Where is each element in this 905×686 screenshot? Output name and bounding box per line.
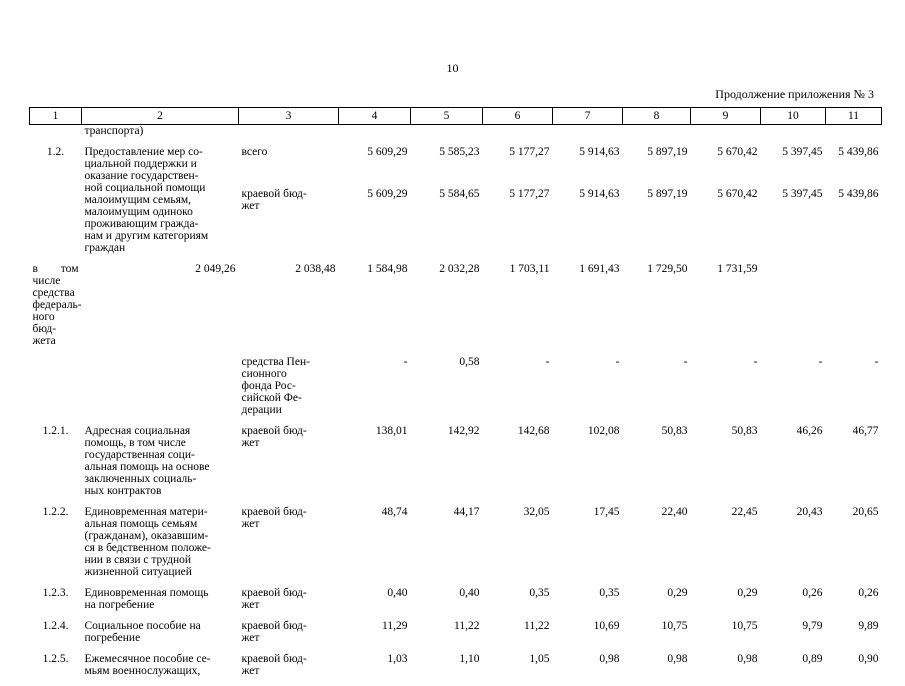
row-number: 1.2.3. bbox=[42, 587, 69, 599]
value-cell bbox=[553, 125, 623, 138]
value-cell: 138,01 bbox=[375, 425, 408, 437]
table-row bbox=[30, 425, 882, 497]
cell-line: краевой бюд- bbox=[241, 587, 307, 599]
cell-line: ных контрактов bbox=[84, 485, 162, 497]
value-cell: 5 397,45 bbox=[782, 188, 823, 200]
value-cell: 1,05 bbox=[529, 653, 550, 665]
value-cell: 0,58 bbox=[459, 356, 480, 368]
cell-line: краевой бюд- bbox=[241, 506, 307, 518]
value-cell: 10,75 bbox=[731, 620, 758, 632]
spacer-cell bbox=[30, 578, 882, 587]
row-source bbox=[239, 125, 339, 138]
cell-line: Адресная социальная bbox=[84, 425, 191, 437]
table-row bbox=[30, 587, 882, 611]
header-cell: 5 bbox=[411, 108, 483, 125]
cell-line: заключенных социаль- bbox=[84, 473, 197, 485]
spacer-cell bbox=[30, 254, 882, 263]
value-cell: 0,26 bbox=[802, 587, 823, 599]
value-cell: - bbox=[818, 356, 823, 368]
row-spacer bbox=[30, 578, 882, 587]
cell-line: альная помощь семьям bbox=[84, 518, 198, 530]
value-cell: - bbox=[615, 356, 620, 368]
value-cell: - bbox=[545, 356, 550, 368]
value-cell bbox=[761, 125, 826, 138]
value-cell: - bbox=[753, 356, 758, 368]
value-cell: 11,29 bbox=[382, 620, 408, 632]
value-cell: 22,40 bbox=[661, 506, 688, 518]
spacer-cell bbox=[30, 644, 882, 653]
row-spacer bbox=[30, 611, 882, 620]
value-cell: 5 439,86 bbox=[838, 188, 879, 200]
value-cell: 32,05 bbox=[523, 506, 550, 518]
value-cell bbox=[411, 125, 483, 138]
value-cell: 5 584,65 bbox=[439, 188, 480, 200]
value-cell: 5 609,29 bbox=[367, 146, 408, 158]
row-source bbox=[30, 263, 82, 347]
cell-line: погребение bbox=[84, 632, 141, 644]
value-cell: 142,92 bbox=[447, 425, 480, 437]
value-cell bbox=[826, 125, 882, 138]
spacer-cell bbox=[30, 137, 882, 146]
cell-line: всего bbox=[241, 146, 268, 158]
cell-line: Социальное пособие на bbox=[84, 620, 201, 632]
row-spacer bbox=[30, 497, 882, 506]
value-cell: 0,35 bbox=[599, 587, 620, 599]
cell-line: (гражданам), оказавшим- bbox=[84, 530, 209, 542]
value-cell: 5 177,27 bbox=[509, 188, 550, 200]
value-cell: 46,26 bbox=[796, 425, 823, 437]
header-cell: 2 bbox=[82, 108, 239, 125]
cell-line: краевой бюд- bbox=[241, 620, 307, 632]
value-cell: 1 691,43 bbox=[579, 263, 620, 275]
data-table bbox=[29, 107, 882, 686]
value-cell: 11,22 bbox=[454, 620, 480, 632]
continuation-label: Продолжение приложения № 3 bbox=[715, 87, 874, 101]
page-number: 10 bbox=[446, 61, 459, 75]
value-cell: 50,83 bbox=[661, 425, 688, 437]
header-cell: 11 bbox=[826, 108, 882, 125]
cell-line: ной социальной помощи bbox=[84, 182, 206, 194]
spacer-cell bbox=[30, 677, 882, 686]
value-cell: 2 032,28 bbox=[439, 263, 480, 275]
value-cell: 9,89 bbox=[858, 620, 879, 632]
row-title bbox=[82, 125, 239, 138]
value-cell: 50,83 bbox=[731, 425, 758, 437]
row-spacer bbox=[30, 137, 882, 146]
cell-line: жет bbox=[241, 599, 260, 611]
value-cell: 5 897,19 bbox=[647, 188, 688, 200]
cell-line: краевой бюд- bbox=[241, 653, 307, 665]
value-cell: 5 914,63 bbox=[579, 188, 620, 200]
row-spacer bbox=[30, 677, 882, 686]
header-cell: 10 bbox=[761, 108, 826, 125]
value-cell: 102,08 bbox=[587, 425, 620, 437]
value-cell bbox=[691, 125, 761, 138]
table-row bbox=[30, 653, 882, 677]
cell-line: Единовременная матери- bbox=[84, 506, 208, 518]
cell-line: жет bbox=[241, 518, 260, 530]
value-cell: 0,35 bbox=[529, 587, 550, 599]
value-cell: 1 729,50 bbox=[647, 263, 688, 275]
spacer-cell bbox=[30, 611, 882, 620]
table-row bbox=[30, 620, 882, 644]
header-cell: 9 bbox=[691, 108, 761, 125]
cell-line: краевой бюд- bbox=[241, 188, 307, 200]
cell-line: государственная соци- bbox=[84, 449, 195, 461]
cell-line: средства bbox=[32, 287, 75, 299]
value-cell: 1,10 bbox=[459, 653, 480, 665]
value-cell: 5 397,45 bbox=[782, 146, 823, 158]
cell-line: дерации bbox=[241, 404, 282, 416]
value-cell: 0,89 bbox=[802, 653, 823, 665]
value-cell: 10,75 bbox=[661, 620, 688, 632]
table-row bbox=[30, 263, 882, 347]
value-cell: 0,40 bbox=[459, 587, 480, 599]
cell-line: оказание государствен- bbox=[84, 170, 199, 182]
value-cell: 9,79 bbox=[802, 620, 823, 632]
cell-line: на погребение bbox=[84, 599, 155, 611]
cell-line: циальной поддержки и bbox=[84, 158, 197, 170]
value-cell: - bbox=[403, 356, 408, 368]
value-cell: 5 609,29 bbox=[367, 188, 408, 200]
value-cell: 5 914,63 bbox=[579, 146, 620, 158]
cell-line: мьям военнослужащих, bbox=[84, 665, 201, 677]
cell-line: сионного bbox=[241, 368, 287, 380]
cell-line: транспорта) bbox=[84, 125, 144, 137]
value-cell: 48,74 bbox=[381, 506, 408, 518]
value-cell: 142,68 bbox=[517, 425, 550, 437]
cell-line: альная помощь на основе bbox=[84, 461, 210, 473]
value-cell: 1 703,11 bbox=[509, 263, 550, 275]
value-cell: 0,98 bbox=[667, 653, 688, 665]
cell-line: малоимущим семьям, bbox=[84, 194, 192, 206]
row-source bbox=[239, 146, 339, 179]
header-cell: 1 bbox=[30, 108, 82, 125]
cell-line: нии в связи с трудной bbox=[84, 554, 192, 566]
cell-line: Предоставление мер со- bbox=[84, 146, 203, 158]
value-cell: 1,03 bbox=[387, 653, 408, 665]
row-title bbox=[82, 356, 239, 416]
value-cell bbox=[483, 125, 553, 138]
header-cell: 8 bbox=[623, 108, 691, 125]
table-row bbox=[30, 125, 882, 138]
cell-line: федераль- bbox=[32, 299, 82, 311]
value-cell: 20,43 bbox=[796, 506, 823, 518]
value-cell: - bbox=[874, 356, 879, 368]
header-cell: 7 bbox=[553, 108, 623, 125]
header-cell: 4 bbox=[339, 108, 411, 125]
value-cell: 0,98 bbox=[737, 653, 758, 665]
value-cell: 5 670,42 bbox=[717, 146, 758, 158]
value-cell: 5 670,42 bbox=[717, 188, 758, 200]
cell-line: ного бюд- bbox=[32, 311, 57, 335]
row-spacer bbox=[30, 644, 882, 653]
row-title bbox=[82, 425, 239, 497]
value-cell: 44,17 bbox=[453, 506, 480, 518]
row-number: 1.2.5. bbox=[42, 653, 69, 665]
header-cell: 6 bbox=[483, 108, 553, 125]
value-cell: - bbox=[683, 356, 688, 368]
value-cell: 0,29 bbox=[667, 587, 688, 599]
row-source bbox=[239, 425, 339, 497]
value-cell: 11,22 bbox=[524, 620, 550, 632]
row-spacer bbox=[30, 254, 882, 263]
cell-line: краевой бюд- bbox=[241, 425, 307, 437]
row-source bbox=[239, 587, 339, 611]
spacer-cell bbox=[30, 497, 882, 506]
cell-line: сийской Фе- bbox=[241, 392, 302, 404]
row-spacer bbox=[30, 416, 882, 425]
row-title bbox=[82, 620, 239, 644]
table-row bbox=[30, 356, 882, 416]
row-source bbox=[239, 188, 339, 254]
cell-line: нам и другим категориям bbox=[84, 230, 209, 242]
value-cell: 10,69 bbox=[593, 620, 620, 632]
cell-line: Ежемесячное пособие се- bbox=[84, 653, 211, 665]
value-cell: 46,77 bbox=[852, 425, 879, 437]
row-number: 1.2.1. bbox=[42, 425, 69, 437]
spacer-cell bbox=[30, 416, 882, 425]
value-cell: 0,40 bbox=[387, 587, 408, 599]
cell-line: средства Пен- bbox=[241, 356, 310, 368]
value-cell: 5 439,86 bbox=[838, 146, 879, 158]
value-cell: 0,26 bbox=[858, 587, 879, 599]
table-row bbox=[30, 506, 882, 578]
row-title bbox=[82, 506, 239, 578]
row-number: 1.2.2. bbox=[42, 506, 69, 518]
spacer-cell bbox=[30, 347, 882, 356]
value-cell: 17,45 bbox=[593, 506, 620, 518]
value-cell: 20,65 bbox=[852, 506, 879, 518]
value-cell: 0,98 bbox=[599, 653, 620, 665]
cell-line: жета bbox=[32, 335, 56, 347]
value-cell: 22,45 bbox=[731, 506, 758, 518]
row-source bbox=[239, 506, 339, 578]
cell-line: жет bbox=[241, 665, 260, 677]
row-number: 1.2.4. bbox=[42, 620, 69, 632]
cell-line: фонда Рос- bbox=[241, 380, 296, 392]
cell-line: в том числе bbox=[32, 263, 79, 287]
cell-line: жизненной ситуацией bbox=[84, 566, 192, 578]
row-source bbox=[239, 653, 339, 677]
value-cell bbox=[339, 125, 411, 138]
row-title bbox=[82, 146, 239, 254]
value-cell: 1 584,98 bbox=[367, 263, 408, 275]
value-cell: 0,29 bbox=[737, 587, 758, 599]
cell-line: жет bbox=[241, 437, 260, 449]
cell-line: помощь, в том числе bbox=[84, 437, 186, 449]
value-cell: 2 049,26 bbox=[195, 263, 236, 275]
row-number: 1.2. bbox=[46, 146, 65, 158]
value-cell: 0,90 bbox=[858, 653, 879, 665]
cell-line: жет bbox=[241, 632, 260, 644]
table-header-row bbox=[30, 108, 882, 125]
value-cell: 5 585,23 bbox=[439, 146, 480, 158]
spacer-cell bbox=[239, 179, 882, 188]
cell-line: Единовременная помощь bbox=[84, 587, 209, 599]
value-cell: 2 038,48 bbox=[295, 263, 336, 275]
row-number bbox=[30, 125, 82, 138]
row-spacer bbox=[30, 347, 882, 356]
row-title bbox=[82, 653, 239, 677]
value-cell: 5 897,19 bbox=[647, 146, 688, 158]
table-row bbox=[30, 146, 882, 179]
value-cell: 1 731,59 bbox=[717, 263, 758, 275]
cell-line: проживающим гражда- bbox=[84, 218, 199, 230]
value-cell bbox=[623, 125, 691, 138]
cell-line: граждан bbox=[84, 242, 126, 254]
value-cell: 5 177,27 bbox=[509, 146, 550, 158]
row-source bbox=[239, 620, 339, 644]
header-cell: 3 bbox=[239, 108, 339, 125]
cell-line: ся в бедственном положе- bbox=[84, 542, 211, 554]
row-number bbox=[30, 356, 82, 416]
row-source bbox=[239, 356, 339, 416]
cell-line: малоимущим одиноко bbox=[84, 206, 193, 218]
cell-line: жет bbox=[241, 200, 260, 212]
row-title bbox=[82, 587, 239, 611]
